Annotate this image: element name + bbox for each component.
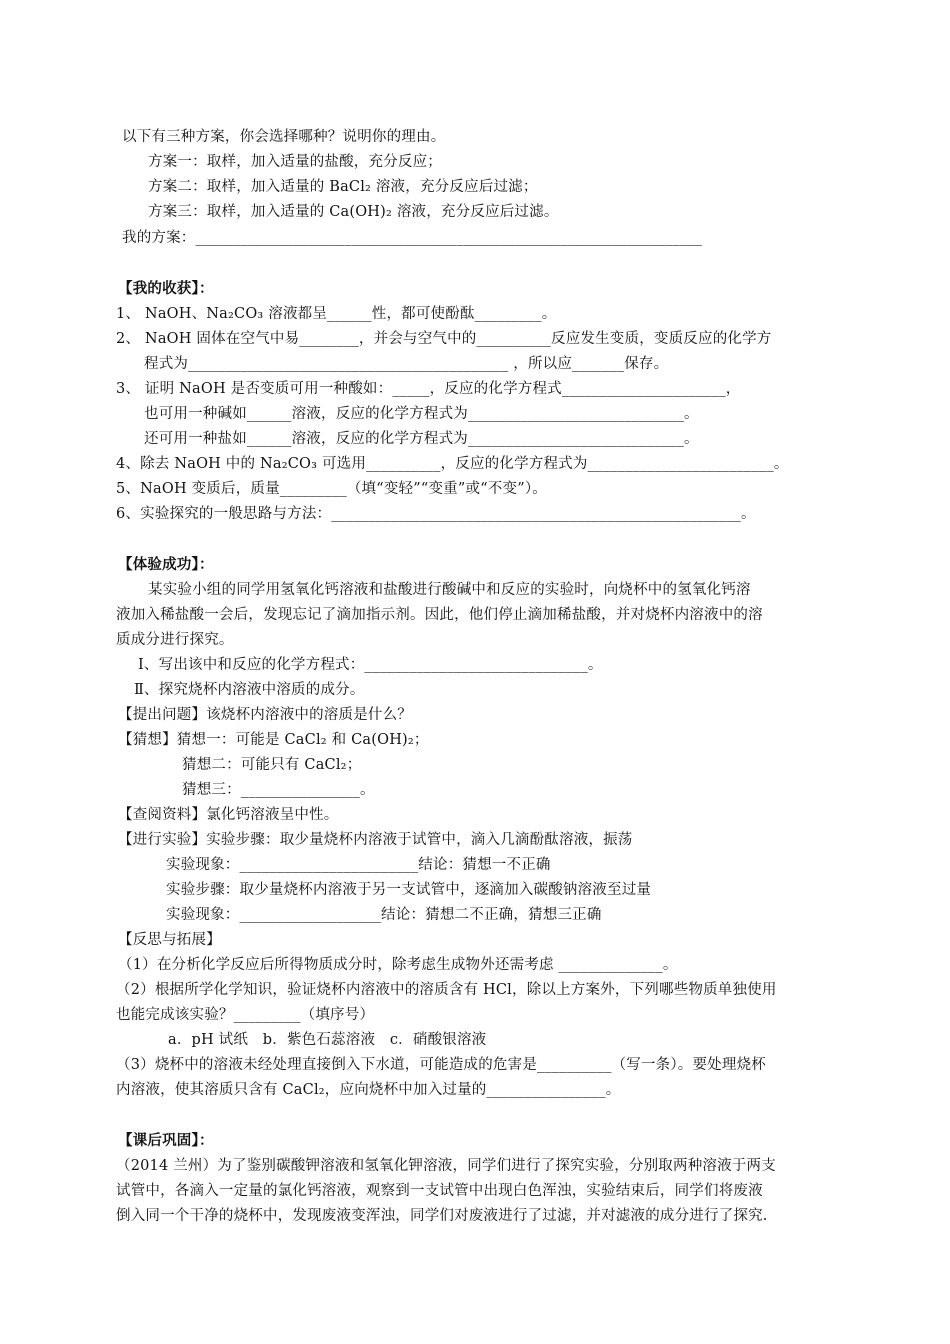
exercise-line-3: 倒入同一个干净的烧杯中，发现废液变浑浊，同学们对废液进行了过滤，并对滤液的成分进行了探究. bbox=[116, 1208, 768, 1224]
reflection-item-1: （1）在分析化学反应后所得物质成分时，除考虑生成物外还需考虑 ______________。 bbox=[118, 957, 678, 973]
paragraph-line-1: 某实验小组的同学用氢氧化钙溶液和盐酸进行酸碱中和反应的实验时，向烧杯中的氢氧化钙溶 bbox=[148, 582, 751, 598]
harvest-item-3-salt: 还可用一种盐如______溶液，反应的化学方程式为_____________________________。 bbox=[144, 431, 699, 447]
reflection-options: a．pH 试纸 b．紫色石蕊溶液 c．硝酸银溶液 bbox=[168, 1032, 487, 1048]
plan-one: 方案一：取样，加入适量的盐酸，充分反应； bbox=[148, 154, 442, 170]
hypothesis-two: 猜想二：可能只有 CaCl₂； bbox=[182, 757, 362, 773]
part-two-title: Ⅱ、探究烧杯内溶液中溶质的成分。 bbox=[134, 682, 365, 698]
plan-two: 方案二：取样，加入适量的 BaCl₂ 溶液，充分反应后过滤； bbox=[148, 179, 538, 195]
harvest-item-2-cont: 程式为___________________________________________ ，所以应_______保存。 bbox=[144, 356, 669, 372]
experiment-step-1: 【进行实验】实验步骤：取少量烧杯内溶液于试管中，滴入几滴酚酞溶液，振荡 bbox=[118, 832, 633, 848]
reflection-item-3-cont: 内溶液，使其溶质只含有 CaCl₂，应向烧杯中加入过量的________________。 bbox=[116, 1082, 621, 1098]
harvest-item-3-base: 也可用一种碱如______溶液，反应的化学方程式为_____________________________。 bbox=[144, 406, 699, 422]
harvest-item-4: 4、除去 NaOH 中的 Na₂CO₃ 可选用__________，反应的化学方程式为_________________________。 bbox=[116, 456, 789, 472]
hypothesis-three: 猜想三：________________。 bbox=[182, 782, 375, 798]
harvest-item-2: 2、 NaOH 固体在空气中易________，并会与空气中的__________反应发生变质，变质反应的化学方 bbox=[116, 331, 772, 347]
experiment-step-2: 实验步骤：取少量烧杯内溶液于另一支试管中，逐滴加入碳酸钠溶液至过量 bbox=[166, 882, 652, 898]
intro-question: 以下有三种方案，你会选择哪种？说明你的理由。 bbox=[122, 129, 446, 145]
harvest-item-1: 1、 NaOH、Na₂CO₃ 溶液都呈______性，都可使酚酞_________。 bbox=[116, 306, 557, 322]
reflection-item-2: （2）根据所学化学知识，验证烧杯内溶液中的溶质含有 HCl，除以上方案外，下列哪些物质单独使用 bbox=[116, 982, 777, 998]
reflection-item-2-cont: 也能完成该实验？_________（填序号） bbox=[116, 1007, 375, 1023]
harvest-item-6: 6、实验探究的一般思路与方法：_______________________________________________________。 bbox=[116, 506, 756, 522]
exercise-line-2: 试管中，各滴入一定量的氯化钙溶液，观察到一支试管中出现白色浑浊，实验结束后，同学们将废液 bbox=[116, 1183, 763, 1199]
reflection-item-3: （3）烧杯中的溶液未经处理直接倒入下水道，可能造成的危害是__________（写一条）。要处理烧杯 bbox=[116, 1057, 766, 1073]
harvest-item-3: 3、 证明 NaOH 是否变质可用一种酸如：_____，反应的化学方程式______________________， bbox=[116, 381, 741, 397]
exercise-line-1: （2014 兰州）为了鉴别碳酸钾溶液和氢氧化钾溶液，同学们进行了探究实验，分别取两种溶液于两支 bbox=[116, 1158, 776, 1174]
paragraph-line-2: 液加入稀盐酸一会后，发现忘记了滴加指示剂。因此，他们停止滴加稀盐酸，并对烧杯内溶液中的溶 bbox=[116, 607, 763, 623]
reflection-heading: 【反思与拓展】 bbox=[118, 932, 221, 948]
my-plan-line: 我的方案：____________________________________________________________________ bbox=[122, 230, 703, 246]
experiment-result-1: 实验现象：________________________结论：猜想一不正确 bbox=[166, 857, 551, 873]
section-heading-success: 【体验成功】： bbox=[118, 557, 214, 573]
hypothesis-one: 【猜想】猜想一：可能是 CaCl₂ 和 Ca(OH)₂； bbox=[118, 732, 429, 748]
part-one-equation: Ⅰ、写出该中和反应的化学方程式：______________________________。 bbox=[138, 657, 603, 673]
reference-info: 【查阅资料】氯化钙溶液呈中性。 bbox=[118, 807, 339, 823]
experiment-result-2: 实验现象：___________________结论：猜想二不正确，猜想三正确 bbox=[166, 907, 602, 923]
section-heading-consolidation: 【课后巩固】： bbox=[118, 1133, 214, 1149]
section-heading-harvest: 【我的收获】： bbox=[118, 281, 214, 297]
plan-three: 方案三：取样，加入适量的 Ca(OH)₂ 溶液，充分反应后过滤。 bbox=[148, 204, 559, 220]
paragraph-line-3: 质成分进行探究。 bbox=[116, 632, 234, 648]
raise-question: 【提出问题】该烧杯内溶液中的溶质是什么？ bbox=[118, 707, 412, 723]
harvest-item-5: 5、NaOH 变质后，质量_________（填“变轻”“变重”或“不变”）。 bbox=[116, 481, 547, 497]
